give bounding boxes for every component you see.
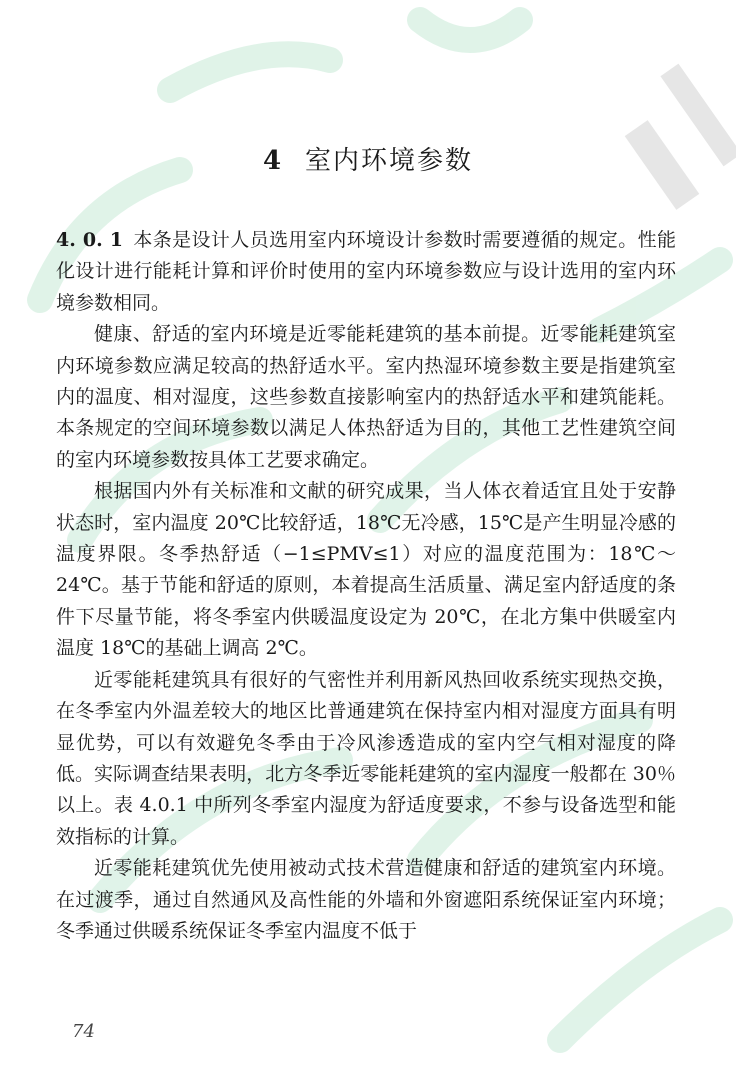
paragraph: 根据国内外有关标准和文献的研究成果，当人体衣着适宜且处于安静状态时，室内温度 20℃比较舒适，18℃无冷感，15℃是产生明显冷感的温度界限。冬季热舒适（−1≤PMV≤1）对应的温度范围为：18℃～24℃。基于节能和舒适的原则，本着提高生活质量、满足室内舒适度的条件下尽量节能，将冬季室内供暖温度设定为 20℃，在北方集中供暖室内温度 18℃的基础上调高 2℃。 [56, 480, 676, 660]
chapter-title: 室内环境参数 [305, 146, 474, 176]
clause-text: 本条是设计人员选用室内环境设计参数时需要遵循的规定。性能化设计进行能耗计算和评价时使用的室内环境参数应与设计选用的室内环境参数相同。 [56, 229, 676, 314]
body-text [56, 225, 676, 947]
chapter-number: 4 [262, 146, 284, 176]
paragraph: 健康、舒适的室内环境是近零能耗建筑的基本前提。近零能耗建筑室内环境参数应满足较高的热舒适水平。室内热湿环境参数主要是指建筑室内的温度、相对湿度，这些参数直接影响室内的热舒适水平和建筑能耗。本条规定的空间环境参数以满足人体热舒适为目的，其他工艺性建筑空间的室内环境参数按具体工艺要求确定。 [56, 323, 676, 471]
paragraph: 近零能耗建筑具有很好的气密性并利用新风热回收系统实现热交换，在冬季室内外温差较大的地区比普通建筑在保持室内相对湿度方面具有明显优势，可以有效避免冬季由于冷风渗透造成的室内空气相对湿度的降低。实际调查结果表明，北方冬季近零能耗建筑的室内湿度一般都在 30％以上。表 4.0.1 中所列冬季室内湿度为舒适度要求，不参与设备选型和能效指标的计算。 [56, 668, 676, 848]
chapter-heading [0, 143, 736, 179]
clause-number: 4. 0. 1 [56, 229, 123, 251]
paragraph: 近零能耗建筑优先使用被动式技术营造健康和舒适的建筑室内环境。在过渡季，通过自然通风及高性能的外墙和外窗遮阳系统保证室内环境；冬季通过供暖系统保证冬季室内温度不低于 [56, 857, 676, 942]
clause-paragraph [56, 225, 676, 319]
page-number: 74 [72, 1021, 95, 1042]
